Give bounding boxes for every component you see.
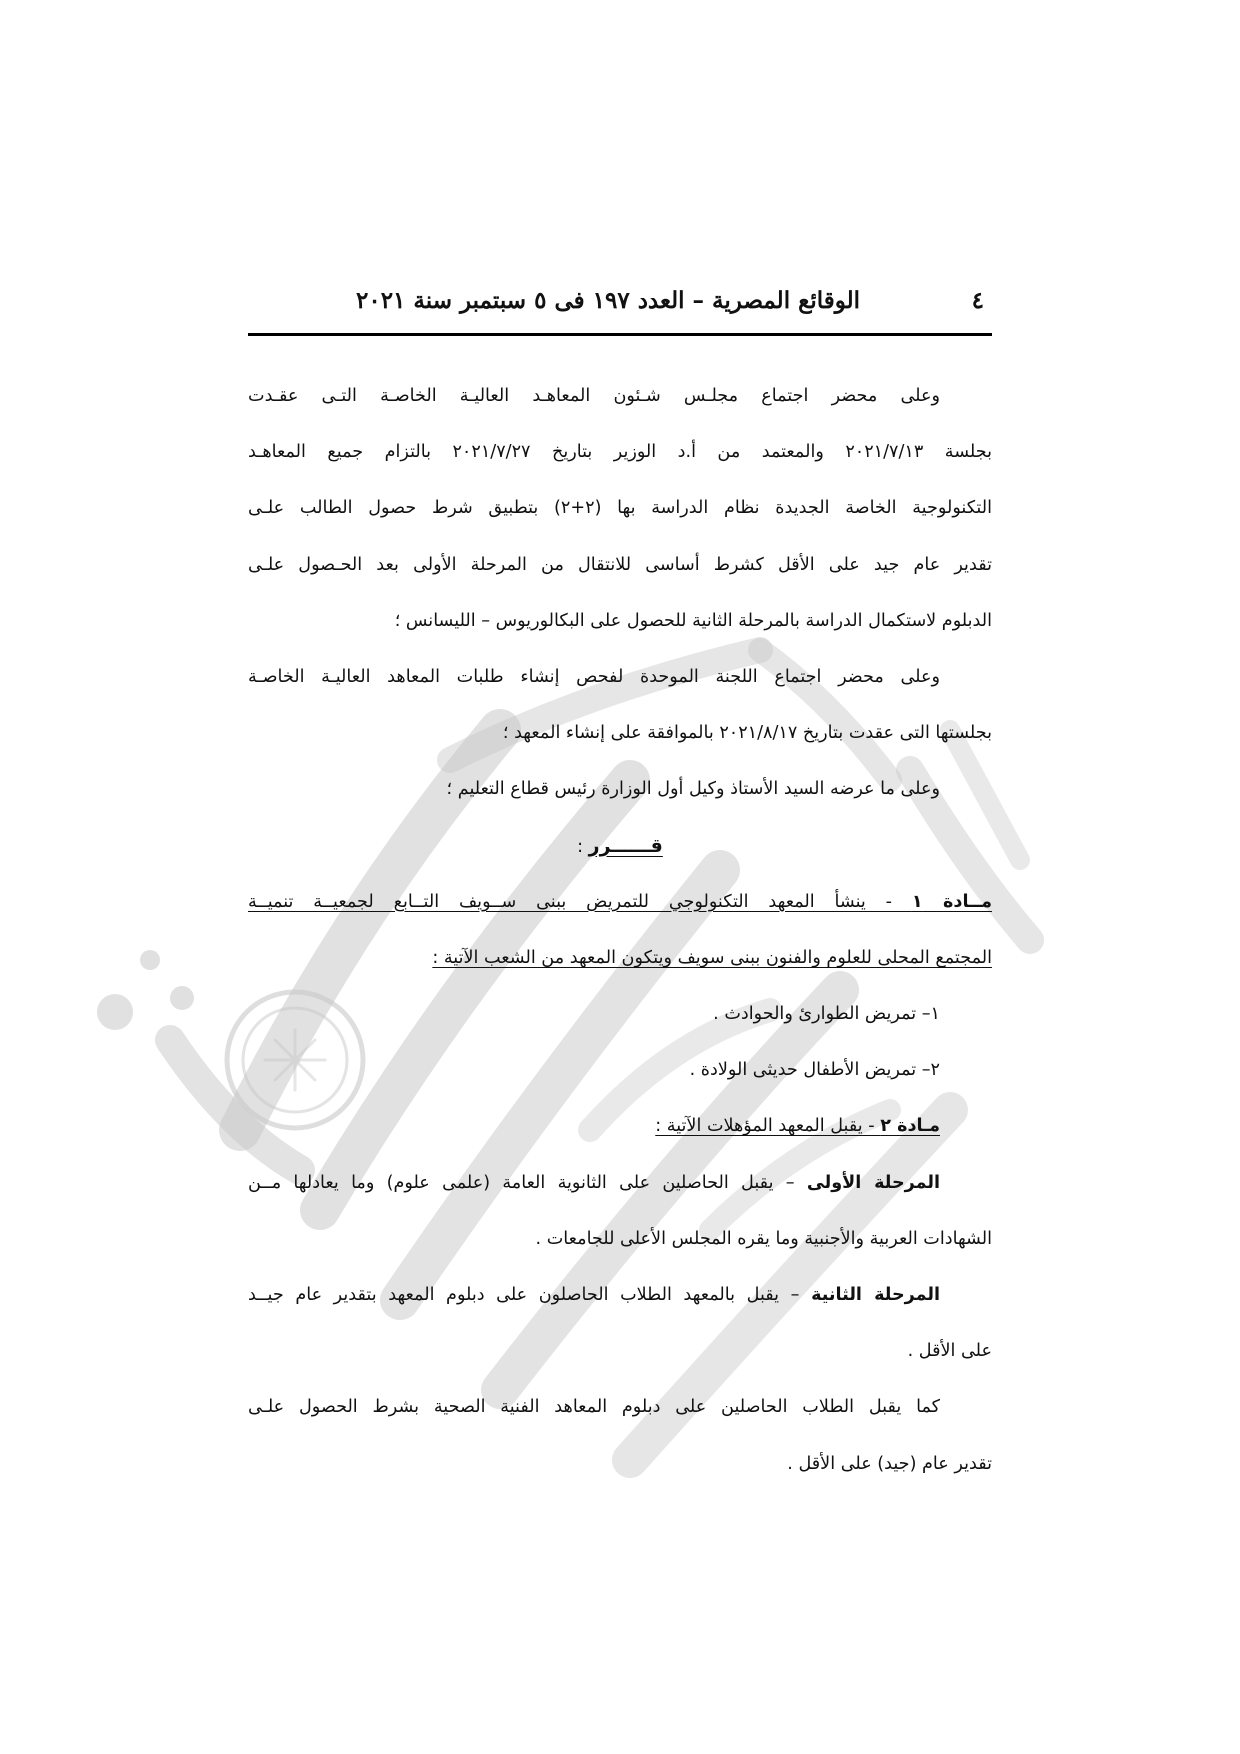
article-1-text: - ينشأ المعهد التكنولوجي للتمريض ببنى ســويف التــابع لجمعيــة تنميــة: [248, 891, 912, 912]
stage-1-label: المرحلة الأولى: [806, 1172, 940, 1193]
article-1-label: مــادة ١: [911, 891, 992, 912]
stage-2-label: المرحلة الثانية: [811, 1285, 940, 1305]
stage-1-line-1: [248, 1155, 992, 1211]
stage-2-line-2: على الأقل .: [907, 1341, 992, 1362]
page-number: ٤: [971, 287, 984, 314]
list-item: ٢– تمريض الأطفال حديثى الولادة .: [689, 1060, 940, 1081]
closing-line-2: تقدير عام (جيد) على الأقل .: [787, 1453, 992, 1474]
article-2-line: [248, 1098, 992, 1154]
stage-1-text: – يقبل الحاصلين على الثانوية العامة (علمى علوم) وما يعادلها مــن: [248, 1172, 807, 1193]
stage-1-line-2: الشهادات العربية والأجنبية وما يقره المجلس الأعلى للجامعات .: [535, 1228, 992, 1249]
article-2-text: - يقبل المعهد المؤهلات الآتية :: [655, 1116, 881, 1137]
article-1-text-cont: المجتمع المحلى للعلوم والفنون ببنى سويف ويتكون المعهد من الشعب الآتية :: [432, 947, 992, 968]
body-line: وعلى ما عرضه السيد الأستاذ وكيل أول الوزارة رئيس قطاع التعليم ؛: [446, 779, 940, 800]
article-1-line-1: [248, 874, 992, 930]
body-line: التكنولوجية الخاصة الجديدة نظام الدراسة بها (٢+٢) بتطبيق شرط حصول الطالب علـى: [248, 498, 992, 519]
decree-colon: :: [577, 836, 589, 857]
body-line: وعلى محضر اجتماع مجلـس شـئون المعاهـد العاليـة الخاصـة التـى عقـدت: [248, 386, 940, 406]
body-line: الدبلوم لاستكمال الدراسة بالمرحلة الثانية للحصول على البكالوريوس – الليسانس ؛: [394, 610, 992, 631]
body-line: وعلى محضر اجتماع اللجنة الموحدة لفحص إنشاء طلبات المعاهد العاليـة الخاصـة: [248, 666, 940, 687]
document-body: [248, 368, 992, 1492]
body-line: بجلستها التى عقدت بتاريخ ٢٠٢١/٨/١٧ بالموافقة على إنشاء المعهد ؛: [502, 723, 992, 744]
decree-heading: قــــــرر: [588, 834, 663, 857]
document-page: [248, 0, 992, 1754]
article-1-line-2: [248, 930, 992, 986]
gazette-title: الوقائع المصرية – العدد ١٩٧ فى ٥ سبتمبر سنة ٢٠٢١: [356, 287, 861, 314]
stage-2-line-1: [248, 1267, 992, 1323]
list-item: ١– تمريض الطوارئ والحوادث .: [713, 1004, 940, 1025]
header-rule: [248, 333, 992, 336]
gazette-header: [248, 285, 992, 325]
decree-heading-line: [248, 818, 992, 874]
stage-2-text: – يقبل بالمعهد الطلاب الحاصلون على دبلوم المعهد بتقدير عام جيــد: [248, 1285, 812, 1305]
closing-line-1: كما يقبل الطلاب الحاصلين على دبلوم المعاهد الفنية الصحية بشرط الحصول علـى: [248, 1397, 940, 1418]
body-line: تقدير عام جيد على الأقل كشرط أساسى للانتقال من المرحلة الأولى بعد الحـصول علـى: [248, 554, 992, 575]
article-2-label: مـادة ٢: [880, 1116, 940, 1137]
body-line: بجلسة ٢٠٢١/٧/١٣ والمعتمد من أ.د الوزير بتاريخ ٢٠٢١/٧/٢٧ بالتزام جميع المعاهـد: [248, 442, 992, 463]
